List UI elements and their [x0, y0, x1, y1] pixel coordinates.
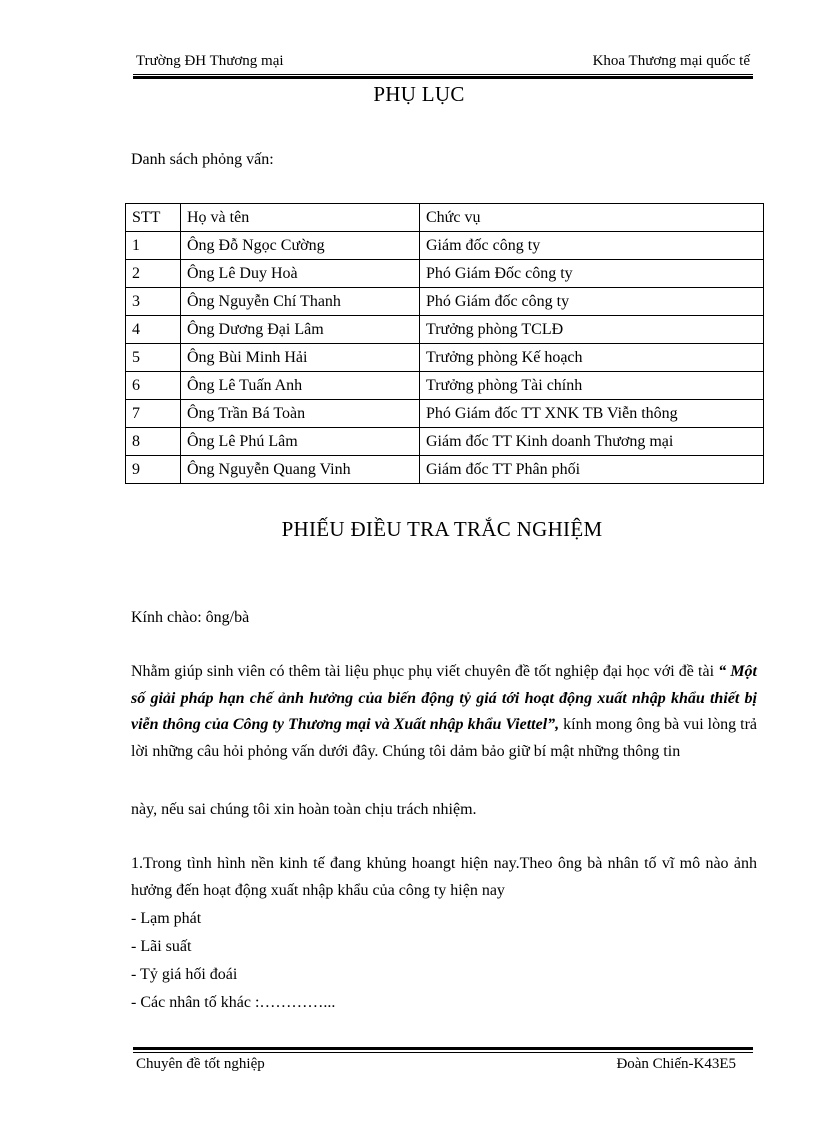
interview-table [125, 203, 764, 484]
footer-rule-thick [133, 1047, 753, 1050]
cell-name: Ông Lê Tuấn Anh [181, 372, 420, 400]
footer-rule-thin [133, 1052, 753, 1053]
cell-stt: 9 [126, 456, 181, 484]
cell-position: Phó Giám đốc TT XNK TB Viễn thông [420, 400, 764, 428]
appendix-title: PHỤ LỤC [373, 82, 465, 106]
table-row [126, 400, 764, 428]
table-row [126, 372, 764, 400]
survey-question: 1.Trong tình hình nền kinh tế đang khủng hoangt hiện nay.Theo ông bà nhân tố vĩ mô nào ảnh hưởng đến hoạt động xuất nhập khẩu của công ty hiện nay [131, 855, 757, 899]
cell-position: Trưởng phòng Kế hoạch [420, 344, 764, 372]
option-inflation: - Lạm phát [131, 910, 202, 927]
table-header-row [126, 204, 764, 232]
cell-stt: 5 [126, 344, 181, 372]
table-row [126, 232, 764, 260]
table-row [126, 316, 764, 344]
cell-stt: 3 [126, 288, 181, 316]
cell-name: Ông Nguyễn Chí Thanh [181, 288, 420, 316]
cell-position: Giám đốc TT Kinh doanh Thương mại [420, 428, 764, 456]
interview-list-label: Danh sách phỏng vấn: [131, 151, 274, 168]
cell-position: Trưởng phòng TCLĐ [420, 316, 764, 344]
cell-name: Ông Trần Bá Toàn [181, 400, 420, 428]
cell-stt: 4 [126, 316, 181, 344]
cell-position: Trưởng phòng Tài chính [420, 372, 764, 400]
survey-intro [131, 659, 757, 765]
header-stt: STT [126, 204, 181, 232]
footer-author: Đoàn Chiến-K43E5 [616, 1056, 736, 1072]
header-faculty: Khoa Thương mại quốc tế [592, 53, 750, 69]
cell-stt: 8 [126, 428, 181, 456]
table-row [126, 456, 764, 484]
survey-title: PHIẾU ĐIỀU TRA TRẮC NGHIỆM [281, 517, 603, 541]
cell-name: Ông Bùi Minh Hải [181, 344, 420, 372]
table-row [126, 288, 764, 316]
cell-stt: 1 [126, 232, 181, 260]
intro-text-after: kính mong ông bà vui lòng trả lời những câu hỏi phỏng vấn dưới đây. Chúng tôi dảm bảo giữ bí mật những thông tin [131, 716, 757, 760]
cell-position: Phó Giám đốc công ty [420, 288, 764, 316]
header-name: Họ và tên [181, 204, 420, 232]
header-position: Chức vụ [420, 204, 764, 232]
cell-stt: 6 [126, 372, 181, 400]
cell-name: Ông Lê Duy Hoà [181, 260, 420, 288]
cell-position: Giám đốc công ty [420, 232, 764, 260]
cell-name: Ông Lê Phú Lâm [181, 428, 420, 456]
cell-name: Ông Đỗ Ngọc Cường [181, 232, 420, 260]
table-row [126, 428, 764, 456]
survey-intro-last-line: này, nếu sai chúng tôi xin hoàn toàn chịu trách nhiệm. [131, 801, 477, 818]
cell-name: Ông Nguyễn Quang Vinh [181, 456, 420, 484]
header-rule-thick [133, 76, 753, 79]
cell-position: Giám đốc TT Phân phối [420, 456, 764, 484]
cell-position: Phó Giám Đốc công ty [420, 260, 764, 288]
cell-stt: 2 [126, 260, 181, 288]
header-school: Trường ĐH Thương mại [136, 53, 284, 69]
intro-topic: “ Một số giải pháp hạn chế ảnh hưởng của biến động tỷ giá tới hoạt động xuất nhập khẩu thiết bị viễn thông của Công ty Thương mại và Xuất nhập khẩu Viettel”, [131, 663, 758, 733]
cell-stt: 7 [126, 400, 181, 428]
header-rule-thin [133, 74, 753, 75]
table-row [126, 344, 764, 372]
option-interest-rate: - Lãi suất [131, 938, 192, 955]
table-row [126, 260, 764, 288]
intro-text-before: Nhằm giúp sinh viên có thêm tài liệu phục phụ viết chuyên đề tốt nghiệp đại học với đề tài [131, 663, 719, 680]
cell-name: Ông Dương Đại Lâm [181, 316, 420, 344]
option-exchange-rate: - Tỷ giá hối đoái [131, 966, 238, 983]
footer-thesis-label: Chuyên đề tốt nghiệp [136, 1056, 265, 1072]
survey-greeting: Kính chào: ông/bà [131, 609, 250, 626]
option-other: - Các nhân tố khác :…………... [131, 994, 336, 1011]
